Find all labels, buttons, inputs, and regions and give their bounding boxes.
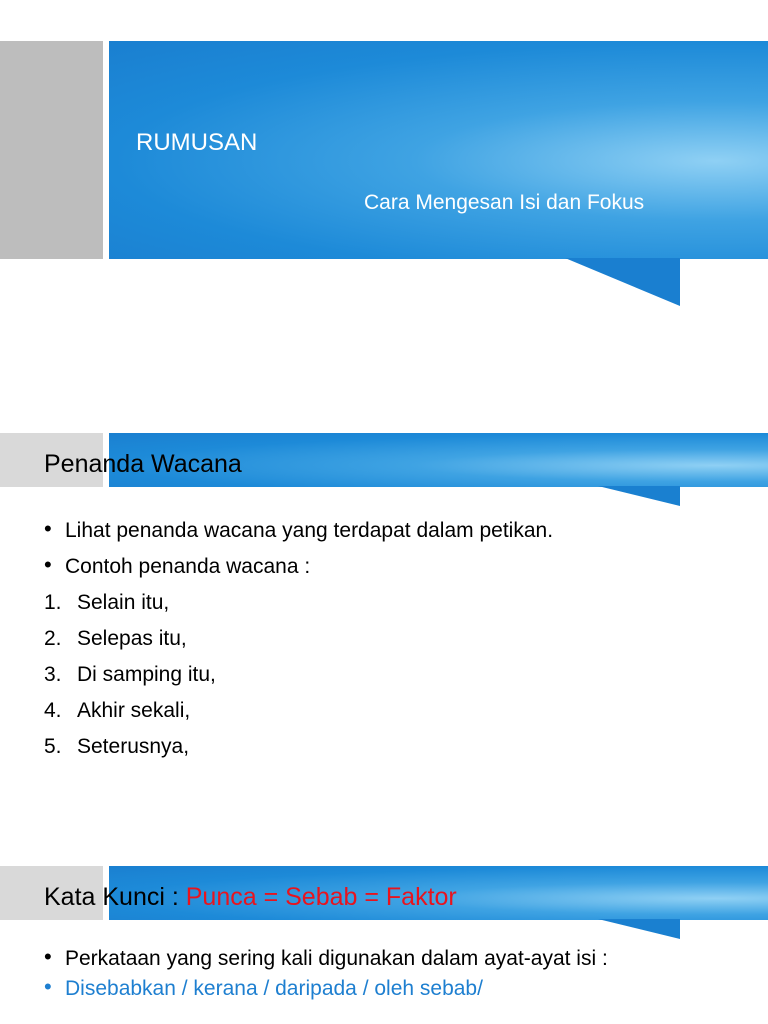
item-number: 3. — [44, 663, 62, 686]
numbered-item — [44, 657, 704, 693]
slide-body — [44, 513, 704, 765]
header-band — [0, 866, 768, 938]
item-text: Selain itu, — [77, 591, 170, 614]
item-number: 4. — [44, 699, 62, 722]
side-gray-block — [0, 41, 103, 259]
slide-body — [44, 944, 704, 1004]
banner-tail-shape — [598, 486, 680, 506]
header-band — [0, 433, 768, 505]
heading-prefix: Kata Kunci : — [44, 883, 186, 911]
bullet-item: • Lihat penanda wacana yang terdapat dalam petikan. — [44, 513, 704, 549]
bullet-item: • Perkataan yang sering kali digunakan dalam ayat-ayat isi : — [44, 944, 704, 974]
item-number: 1. — [44, 591, 62, 614]
kata-kunci-slide — [0, 866, 768, 1024]
slide-heading — [44, 883, 457, 912]
numbered-item — [44, 729, 704, 765]
item-text: Selepas itu, — [77, 627, 187, 650]
banner-tail-shape — [565, 258, 680, 306]
item-text: Seterusnya, — [77, 735, 190, 758]
item-text: Akhir sekali, — [77, 699, 191, 722]
numbered-item — [44, 585, 704, 621]
penanda-wacana-slide — [0, 433, 768, 833]
slide-subtitle: Cara Mengesan Isi dan Fokus — [364, 191, 645, 214]
title-slide — [0, 41, 768, 306]
bullet-item: • Contoh penanda wacana : — [44, 549, 704, 585]
numbered-item — [44, 621, 704, 657]
item-number: 5. — [44, 735, 62, 758]
slide-title: RUMUSAN — [136, 129, 258, 156]
item-text: Di samping itu, — [77, 663, 216, 686]
bullet-item-partial: • Disebabkan / kerana / daripada / oleh sebab/ — [44, 974, 704, 1004]
banner-tail-shape — [598, 919, 680, 939]
numbered-item — [44, 693, 704, 729]
heading-highlight: Punca = Sebab = Faktor — [185, 883, 457, 911]
slide-heading: Penanda Wacana — [44, 450, 242, 478]
item-number: 2. — [44, 627, 62, 650]
